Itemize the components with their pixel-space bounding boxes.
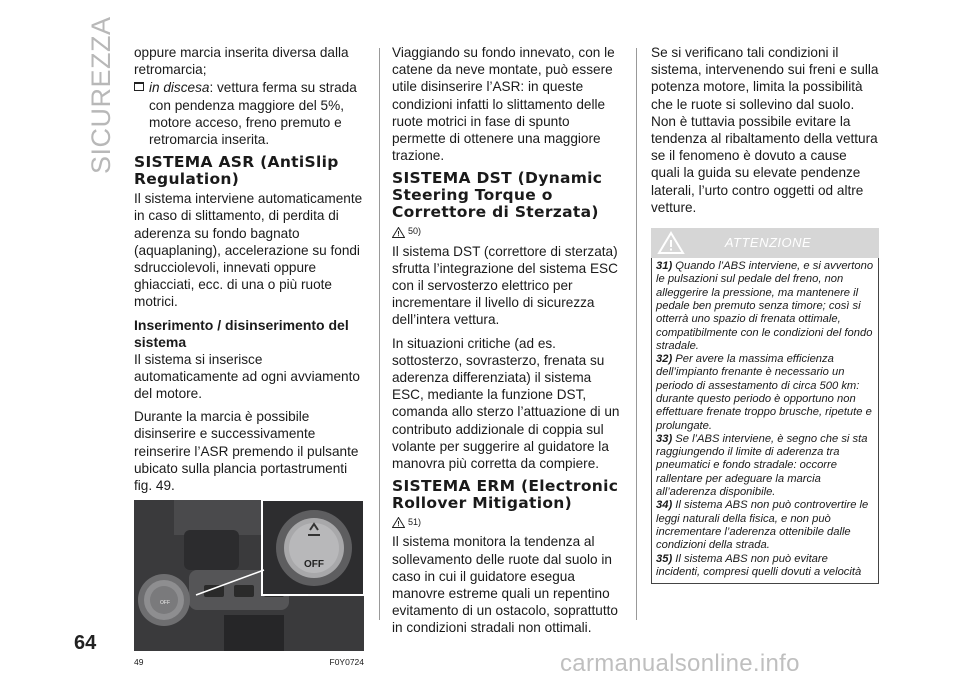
warning-item: 35) Il sistema ABS non può evitare incidenti, compresi quelli dovuti a velocità <box>656 552 862 578</box>
dashboard-photo <box>134 500 364 651</box>
paragraph: Viaggiando su fondo innevato, con le catene da neve montate, può essere utile disinserire l’ASR: in queste condizioni infatti lo slittamento delle ruote motrici in fase di spunto permette di ottenere una maggiore trazione. <box>392 45 615 164</box>
heading-asr: SISTEMA ASR (AntiSlip Regulation) <box>134 153 339 189</box>
figure-asr-button <box>134 500 364 651</box>
paragraph: Il sistema interviene automaticamente in caso di slittamento, di perdita di aderenza su fondo bagnato (aquaplaning), accelerazione su fondi sdrucciolevoli, innevati oppure ghiacciati, ecc. di una o più ruote motrici. <box>134 191 363 310</box>
paragraph: Durante la marcia è possibile disinserire e successivamente reinserire l’ASR premendo il pulsante ubicato sulla plancia portastrumenti fig. 49. <box>134 409 359 494</box>
column-divider <box>636 48 637 620</box>
column-1 <box>134 44 364 671</box>
warning-item: 31) Quando l’ABS interviene, e si avvertono le pulsazioni sul pedale del freno, non alleggerire la pressione, ma mantenere il pedale ben premuto senza timore; così si otterrà uno spazio di frenata ottimale, compatibilmente con le condizioni del fondo stradale. <box>656 260 874 352</box>
warning-ref <box>392 223 624 240</box>
warning-ref-number: 50) <box>408 226 422 237</box>
column-3 <box>651 44 879 584</box>
figure-code: F0Y0724 <box>329 657 364 668</box>
paragraph: In situazioni critiche (ad es. sottosterzo, sovrasterzo, frenata su aderenza differenziata) il sistema ESC, mediante la funzione DST, comanda allo sterzo l’attuazione di un contributo addizionale di coppia sul volante per suggerire al guidatore la manovra più corretta da compiere. <box>392 335 620 472</box>
bullet-text: : vettura ferma su strada con pendenza maggiore del 5%, motore acceso, freno premuto e retromarcia inserita. <box>149 80 357 148</box>
warning-ref-number: 51) <box>408 517 422 528</box>
warning-item: 32) Per avere la massima efficienza dell’impianto frenante è necessario un periodo di assestamento di circa 500 km: durante questo periodo è opportuno non effettuare frenate troppo brusche, ripetute e prolungate. <box>656 353 872 432</box>
heading-erm: SISTEMA ERM (Electronic Rollover Mitigation) <box>392 477 619 513</box>
heading-inserimento: Inserimento / disinserimento del sistema <box>134 316 349 350</box>
warning-ref <box>392 514 624 531</box>
warning-item: 33) Se l’ABS interviene, è segno che si sta raggiungendo il limite di aderenza tra pneumatici e fondo stradale: occorre rallentare per adeguare la marcia all’aderenza disponibile. <box>656 432 868 499</box>
warning-triangle-icon <box>657 231 685 255</box>
attention-header <box>651 228 879 258</box>
paragraph: oppure marcia inserita diversa dalla retromarcia; <box>134 45 349 78</box>
attention-box <box>651 258 879 584</box>
column-2 <box>392 44 624 643</box>
svg-text:OFF: OFF <box>160 600 170 607</box>
attention-title: ATTENZIONE <box>724 235 812 251</box>
figure-caption <box>134 654 364 671</box>
section-title: SICUREZZA <box>86 16 116 174</box>
paragraph: Il sistema monitora la tendenza al sollevamento delle ruote dal suolo in caso in cui il guidatore esegua manovre estreme quali un repentino evitamento di un ostacolo, soprattutto in condizioni stradali non ottimali. <box>392 534 618 636</box>
heading-dst: SISTEMA DST (Dynamic Steering Torque o Correttore di Sterzata) <box>392 169 603 222</box>
figure-number: 49 <box>134 657 144 668</box>
paragraph: Il sistema DST (correttore di sterzata) sfrutta l’integrazione del sistema ESC con il servosterzo elettrico per incrementare il livello di sicurezza dell’intera vettura. <box>392 243 618 328</box>
bullet-emphasis: in discesa <box>149 80 210 96</box>
off-label: OFF <box>304 559 324 571</box>
paragraph: Il sistema si inserisce automaticamente ad ogni avviamento del motore. <box>134 351 360 402</box>
warning-triangle-icon <box>392 227 405 238</box>
list-item <box>134 79 364 148</box>
paragraph: Se si verificano tali condizioni il sistema, intervenendo sui freni e sulla potenza motore, limita la possibilità che le ruote si sollevino dal suolo. Non è tuttavia possibile evitare la tendenza al ribaltamento della vettura se il fenomeno è dovuto a cause quali la guida su elevate pendenze laterali, l’urto contro oggetti od altre vetture. <box>651 45 879 215</box>
warning-item: 34) Il sistema ABS non può controvertire le leggi naturali della fisica, e non può incrementare l’aderenza ottenibile dalle condizioni della strada. <box>656 499 869 552</box>
warning-triangle-icon <box>392 517 405 528</box>
column-divider <box>379 48 380 620</box>
page-number: 64 <box>74 632 97 654</box>
checkbox-bullet-icon <box>134 82 144 91</box>
watermark: carmanualsonline.info <box>560 650 800 677</box>
